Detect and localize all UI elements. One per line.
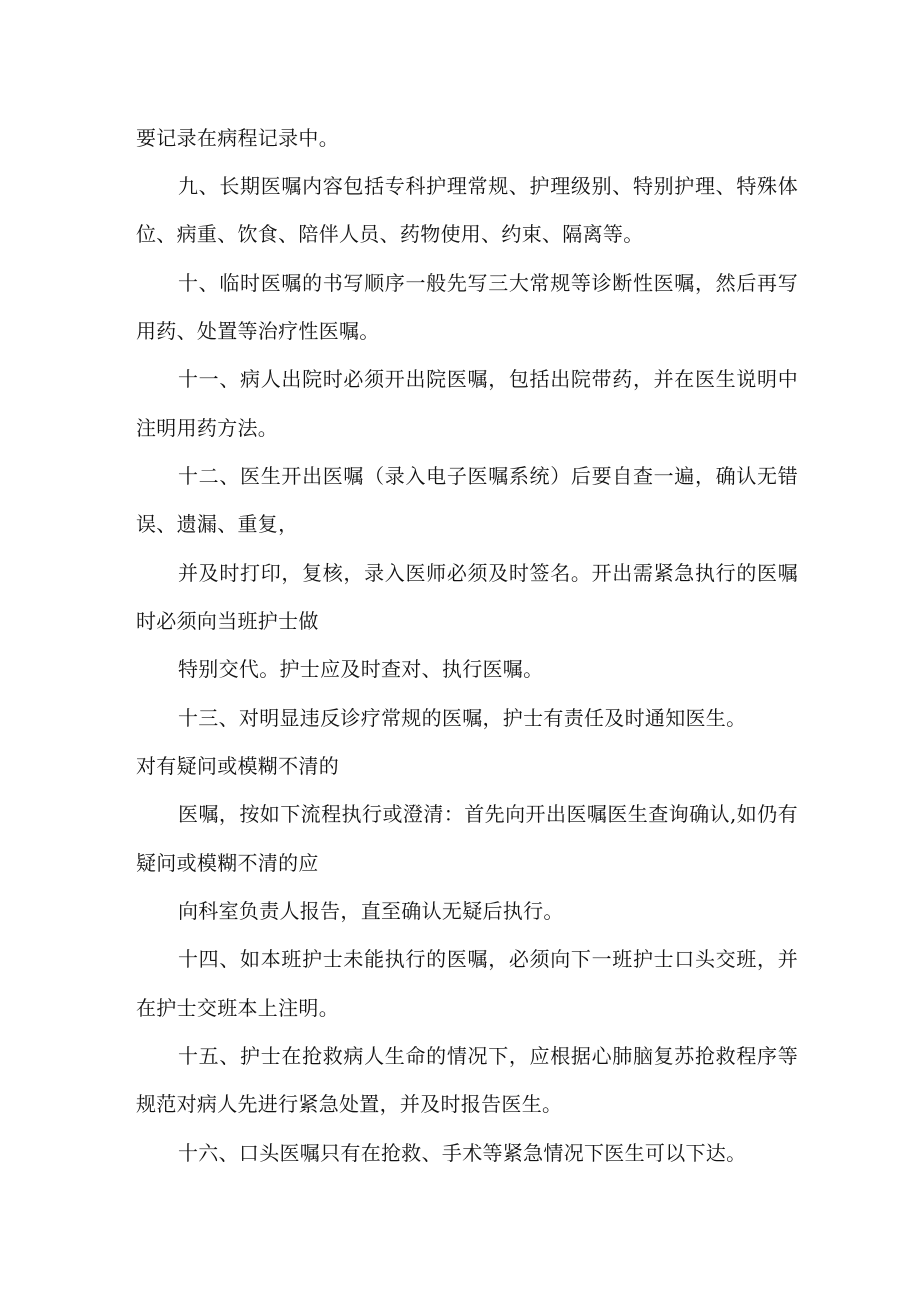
text-line: 用药、处置等治疗性医嘱。: [136, 319, 380, 343]
text-line: 疑问或模糊不清的应: [136, 851, 319, 875]
text-line: 十五、护士在抢救病人生命的情况下，应根据心肺脑复苏抢救程序等: [178, 1044, 798, 1068]
text-line: 十二、医生开出医嘱（录入电子医嘱系统）后要自查一遍，确认无错: [178, 464, 798, 488]
text-line: 要记录在病程记录中。: [136, 126, 339, 150]
text-line: 十、临时医嘱的书写顺序一般先写三大常规等诊断性医嘱，然后再写: [178, 271, 798, 295]
text-line: 注明用药方法。: [136, 416, 279, 440]
text-line: 医嘱，按如下流程执行或澄清：首先向开出医嘱医生查询确认,如仍有: [178, 802, 798, 826]
text-line: 规范对病人先进行紧急处置，并及时报告医生。: [136, 1092, 563, 1116]
text-line: 十三、对明显违反诊疗常规的医嘱，护士有责任及时通知医生。: [178, 706, 747, 730]
text-line: 时必须向当班护士做: [136, 609, 319, 633]
text-line: 在护士交班本上注明。: [136, 996, 339, 1020]
text-line: 向科室负责人报告，直至确认无疑后执行。: [178, 899, 564, 923]
text-line: 位、病重、饮食、陪伴人员、药物使用、约束、隔离等。: [136, 222, 644, 246]
text-line: 误、遗漏、重复，: [136, 512, 299, 536]
text-line: 九、长期医嘱内容包括专科护理常规、护理级别、特别护理、特殊体: [178, 174, 798, 198]
text-line: 十六、口头医嘱只有在抢救、手术等紧急情况下医生可以下达。: [178, 1141, 747, 1165]
text-line: 特别交代。护士应及时查对、执行医嘱。: [178, 657, 544, 681]
text-line: 十四、如本班护士未能执行的医嘱，必须向下一班护士口头交班，并: [178, 947, 798, 971]
text-line: 十一、病人出院时必须开出院医嘱，包括出院带药，并在医生说明中: [178, 367, 798, 391]
text-line: 对有疑问或模糊不清的: [136, 754, 339, 778]
text-line: 并及时打印，复核，录入医师必须及时签名。开出需紧急执行的医嘱: [178, 561, 798, 585]
